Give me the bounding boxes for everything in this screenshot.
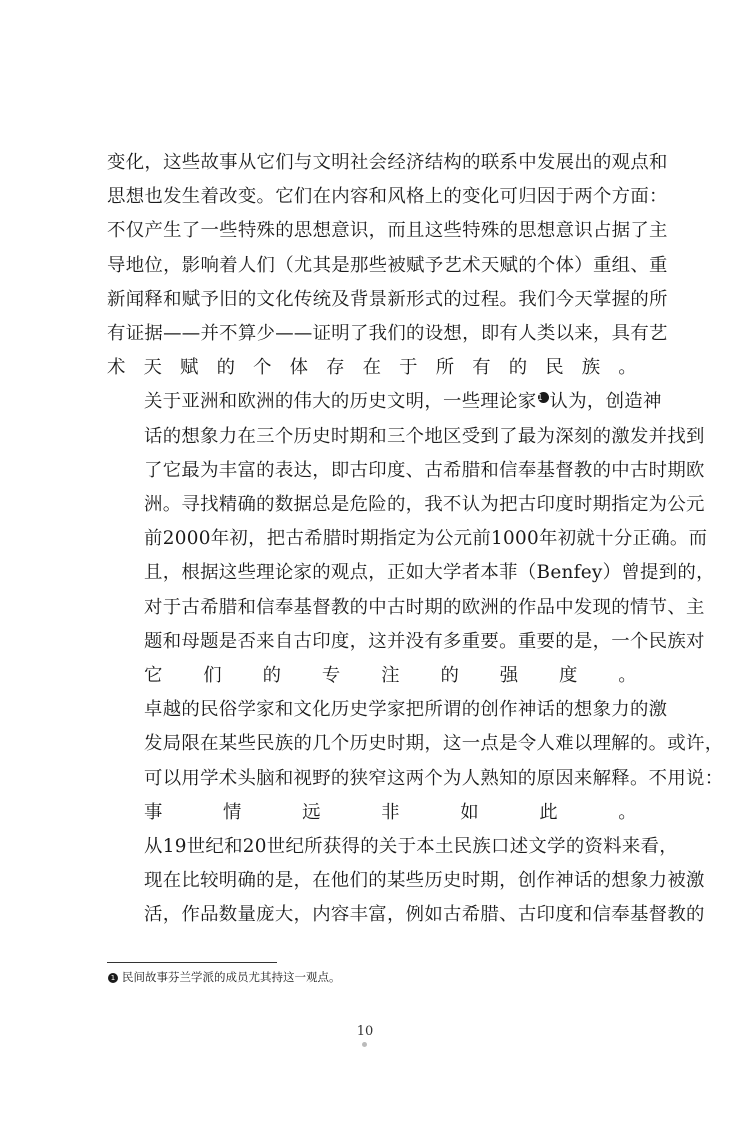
text-line: 且，根据这些理论家的观点，正如大学者本菲（Benfey）曾提到的， [144,562,715,584]
paragraph [107,146,668,385]
text-line: 可以用学术头脑和视野的狭窄这两个为人熟知的原因来解释。不用说： [144,767,724,789]
text-line: 活，作品数量庞大，内容丰富，例如古希腊、古印度和信奉基督教的 [144,904,705,926]
text-line: 现在比较明确的是，在他们的某些历史时期，创作神话的想象力被激 [144,870,705,892]
body-text [107,146,724,933]
text-line: 有证据——并不算少——证明了我们的设想，即有人类以来，具有艺 [107,323,668,345]
footnote-divider [107,962,277,963]
paragraph [107,830,705,933]
page-number: 10 [356,1024,374,1039]
text-line: 了它最为丰富的表达，即古印度、古希腊和信奉基督教的中古时期欧 [144,459,705,481]
text-line: 洲。寻找精确的数据总是危险的，我不认为把古印度时期指定为公元 [144,494,705,516]
text-line: 不仅产生了一些特殊的思想意识，而且这些特殊的思想意识占据了主 [107,220,668,242]
text-line: 前2000年初，把古希腊时期指定为公元前1000年初就十分正确。而 [144,528,708,550]
footnote-reference-mark: 1 [538,392,549,403]
text-line: 从19世纪和20世纪所获得的关于本土民族口述文学的资料来看， [144,836,678,858]
text-line: 新闻释和赋予旧的文化传统及背景新形式的过程。我们今天掌握的所 [107,288,668,310]
text-line: 发局限在某些民族的几个历史时期，这一点是令人难以理解的。或许， [144,733,724,755]
text-line: 导地位，影响着人们（尤其是那些被赋予艺术天赋的个体）重组、重 [107,254,668,276]
text-segment: 关于亚洲和欧洲的伟大的历史文明，一些理论家 [144,391,537,413]
text-line: 话的想象力在三个历史时期和三个地区受到了最为深刻的激发并找到 [144,425,705,447]
text-segment: 认为，创造神 [549,391,662,413]
text-line: 题和母题是否来自古印度，这并没有多重要。重要的是，一个民族对 [144,630,705,652]
text-line: 事情远非如此。 [144,801,637,823]
text-line: 它们的专注的强度。 [144,665,637,687]
text-line: 卓越的民俗学家和文化历史学家把所谓的创作神话的想象力的激 [144,699,668,721]
text-line: 对于古希腊和信奉基督教的中古时期的欧洲的作品中发现的情节、主 [144,596,705,618]
paragraph [107,385,715,693]
text-line: 术天赋的个体存在于所有的民族。 [107,357,637,379]
page-number-dot [362,1042,367,1047]
footnote-number-mark: 1 [108,973,118,983]
text-line: 变化，这些故事从它们与文明社会经济结构的联系中发展出的观点和 [107,152,668,173]
footnote [107,968,341,986]
text-line [107,385,662,419]
text-line: 思想也发生着改变。它们在内容和风格上的变化可归因于两个方面： [107,186,668,208]
footnote-text: 民间故事芬兰学派的成员尤其持这一观点。 [122,970,341,984]
paragraph [107,693,724,830]
